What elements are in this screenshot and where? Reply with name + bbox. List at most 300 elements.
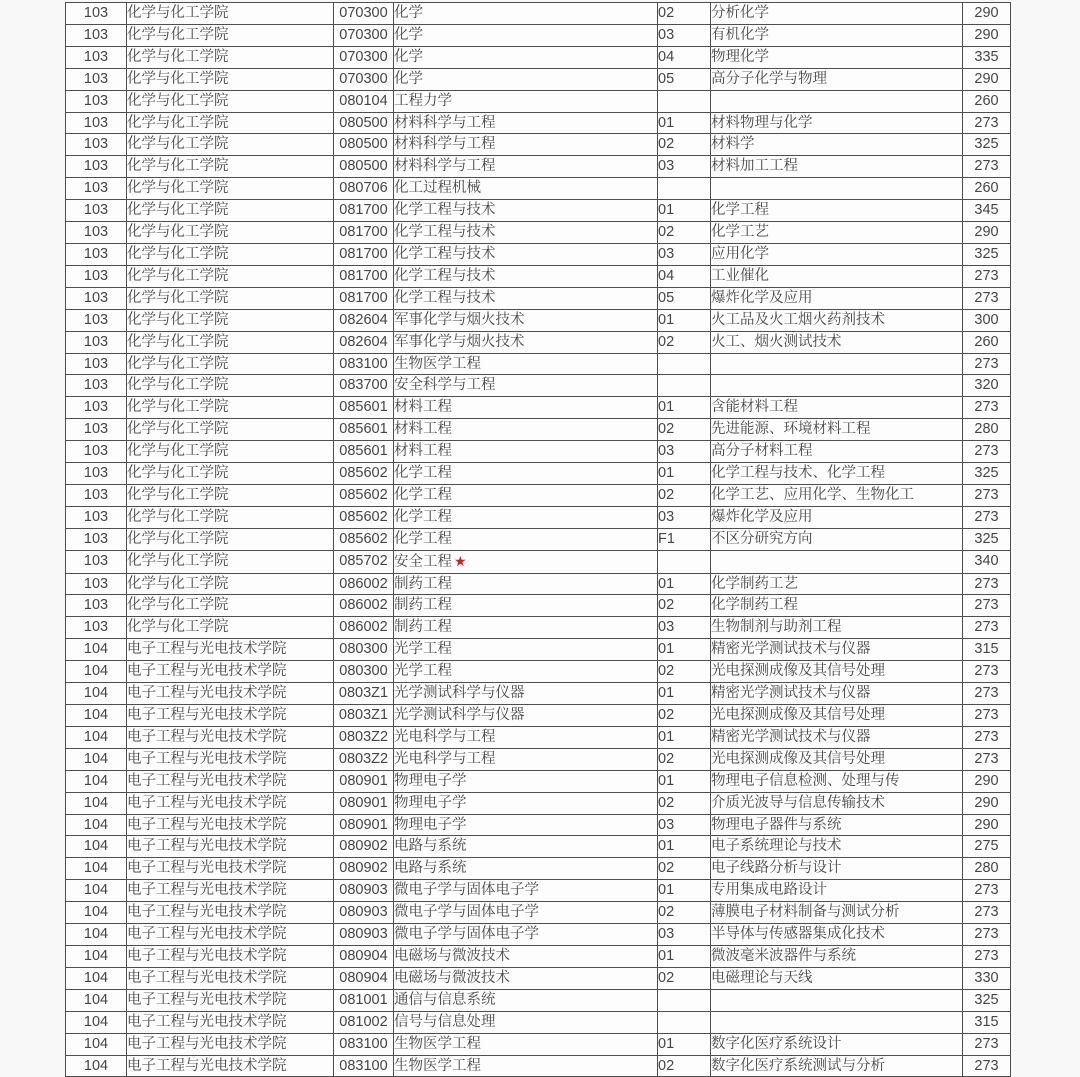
cell-college_code: 104: [66, 924, 127, 946]
cell-direction_name: 半导体与传感器集成化技术: [711, 924, 963, 946]
cell-direction_code: 02: [658, 661, 711, 683]
cell-college_code: 104: [66, 1033, 127, 1055]
cell-major_name: 光学测试科学与仪器: [394, 705, 658, 727]
cell-college_name: 电子工程与光电技术学院: [127, 683, 334, 705]
table-row: [66, 46, 1011, 68]
cell-major_name: 化学工程: [394, 506, 658, 528]
cell-direction_name: [711, 550, 963, 573]
cell-major_name: 化学: [394, 68, 658, 90]
cell-college_name: 电子工程与光电技术学院: [127, 880, 334, 902]
cell-college_name: 化学与化工学院: [127, 90, 334, 112]
cell-score: 273: [963, 902, 1011, 924]
cell-direction_name: 化学制药工程: [711, 595, 963, 617]
cell-college_name: 电子工程与光电技术学院: [127, 661, 334, 683]
cell-major_name: 光学测试科学与仪器: [394, 683, 658, 705]
table-row: [66, 243, 1011, 265]
cell-college_name: 电子工程与光电技术学院: [127, 726, 334, 748]
cell-direction_code: 04: [658, 46, 711, 68]
cell-direction_name: 微波毫米波器件与系统: [711, 945, 963, 967]
cell-college_name: 电子工程与光电技术学院: [127, 858, 334, 880]
cell-college_name: 化学与化工学院: [127, 528, 334, 550]
cell-major_name: 物理电子学: [394, 792, 658, 814]
cell-direction_name: 精密光学测试技术与仪器: [711, 683, 963, 705]
table-row: [66, 528, 1011, 550]
table-row: [66, 770, 1011, 792]
cell-major_code: 083100: [334, 1055, 394, 1077]
cell-major_code: 081002: [334, 1011, 394, 1033]
cell-college_code: 103: [66, 617, 127, 639]
cell-direction_code: 03: [658, 814, 711, 836]
cell-college_code: 103: [66, 287, 127, 309]
cell-score: 290: [963, 792, 1011, 814]
cell-college_code: 103: [66, 595, 127, 617]
cell-college_name: 电子工程与光电技术学院: [127, 639, 334, 661]
cell-college_code: 103: [66, 222, 127, 244]
cell-score: 273: [963, 112, 1011, 134]
cell-college_name: 电子工程与光电技术学院: [127, 924, 334, 946]
cell-direction_code: 03: [658, 924, 711, 946]
cell-major_name: 安全科学与工程: [394, 375, 658, 397]
cell-college_code: 103: [66, 46, 127, 68]
cell-major_name: 微电子学与固体电子学: [394, 924, 658, 946]
cell-direction_name: 化学工艺、应用化学、生物化工: [711, 484, 963, 506]
cell-direction_name: 应用化学: [711, 243, 963, 265]
cell-major_name: 材料工程: [394, 419, 658, 441]
cell-major_code: 080104: [334, 90, 394, 112]
cell-score: 273: [963, 617, 1011, 639]
cell-college_code: 104: [66, 683, 127, 705]
cell-major_name: 制药工程: [394, 573, 658, 595]
cell-major_name: 光学工程: [394, 661, 658, 683]
table-row: [66, 24, 1011, 46]
cell-major_name: 化学工程与技术: [394, 243, 658, 265]
cell-college_code: 103: [66, 68, 127, 90]
table-row: [66, 353, 1011, 375]
cell-direction_code: 02: [658, 748, 711, 770]
cell-direction_code: 04: [658, 265, 711, 287]
cell-college_name: 电子工程与光电技术学院: [127, 1055, 334, 1077]
cell-college_code: 104: [66, 814, 127, 836]
cell-direction_code: [658, 1011, 711, 1033]
table-row: [66, 309, 1011, 331]
cell-major_name: 光电科学与工程: [394, 726, 658, 748]
table-row: [66, 661, 1011, 683]
cell-major_name: 电磁场与微波技术: [394, 967, 658, 989]
cell-score: 325: [963, 463, 1011, 485]
cell-direction_code: 02: [658, 595, 711, 617]
cell-direction_name: [711, 375, 963, 397]
cell-college_code: 103: [66, 265, 127, 287]
cell-direction_name: 先进能源、环境材料工程: [711, 419, 963, 441]
cell-college_name: 化学与化工学院: [127, 595, 334, 617]
cell-college_code: 103: [66, 397, 127, 419]
cell-major_name: 军事化学与烟火技术: [394, 331, 658, 353]
cell-college_code: 103: [66, 243, 127, 265]
cell-college_name: 化学与化工学院: [127, 550, 334, 573]
table-row: [66, 484, 1011, 506]
cell-score: 273: [963, 683, 1011, 705]
cell-college_name: 化学与化工学院: [127, 617, 334, 639]
cell-score: 315: [963, 1011, 1011, 1033]
cell-direction_code: 02: [658, 419, 711, 441]
cell-direction_code: 01: [658, 770, 711, 792]
cell-score: 280: [963, 419, 1011, 441]
table-row: [66, 178, 1011, 200]
cell-score: 273: [963, 945, 1011, 967]
cell-major_code: 080901: [334, 792, 394, 814]
cell-score: 300: [963, 309, 1011, 331]
cell-direction_code: 01: [658, 683, 711, 705]
cell-college_name: 电子工程与光电技术学院: [127, 814, 334, 836]
table-row: [66, 222, 1011, 244]
table-row: [66, 836, 1011, 858]
table-row: [66, 573, 1011, 595]
cell-score: 273: [963, 595, 1011, 617]
cell-major_code: 080903: [334, 880, 394, 902]
cell-direction_code: 02: [658, 3, 711, 25]
cell-direction_code: 02: [658, 1055, 711, 1077]
cell-college_name: 化学与化工学院: [127, 46, 334, 68]
cell-college_name: 电子工程与光电技术学院: [127, 989, 334, 1011]
cell-college_name: 化学与化工学院: [127, 112, 334, 134]
cell-direction_name: 火工品及火工烟火药剂技术: [711, 309, 963, 331]
table-row: [66, 924, 1011, 946]
cell-major_code: 080901: [334, 770, 394, 792]
cell-major_code: 080300: [334, 639, 394, 661]
table-row: [66, 989, 1011, 1011]
cell-direction_code: [658, 178, 711, 200]
cell-college_code: 103: [66, 419, 127, 441]
table-row: [66, 880, 1011, 902]
cell-direction_code: 01: [658, 639, 711, 661]
cell-score: 273: [963, 506, 1011, 528]
cell-major_code: 080902: [334, 858, 394, 880]
cell-direction_name: 物理化学: [711, 46, 963, 68]
cell-score: 273: [963, 661, 1011, 683]
cell-college_code: 103: [66, 112, 127, 134]
cell-score: 275: [963, 836, 1011, 858]
table-row: [66, 792, 1011, 814]
cell-college_name: 化学与化工学院: [127, 331, 334, 353]
cell-direction_code: 01: [658, 200, 711, 222]
cell-major_code: 081700: [334, 222, 394, 244]
table-row: [66, 945, 1011, 967]
cell-score: 273: [963, 1055, 1011, 1077]
table-row: [66, 550, 1011, 573]
cell-college_code: 103: [66, 24, 127, 46]
cell-college_name: 化学与化工学院: [127, 375, 334, 397]
cell-direction_code: 01: [658, 945, 711, 967]
cell-direction_name: 光电探测成像及其信号处理: [711, 661, 963, 683]
table-row: [66, 331, 1011, 353]
cell-major_name: 化学工程与技术: [394, 200, 658, 222]
cell-direction_name: 电子线路分析与设计: [711, 858, 963, 880]
cell-major_code: 080904: [334, 967, 394, 989]
cell-major_name: 材料科学与工程: [394, 156, 658, 178]
cell-major_code: 080901: [334, 814, 394, 836]
table-row: [66, 595, 1011, 617]
cell-college_name: 化学与化工学院: [127, 397, 334, 419]
cell-college_name: 电子工程与光电技术学院: [127, 1011, 334, 1033]
cell-direction_code: F1: [658, 528, 711, 550]
cell-score: 260: [963, 331, 1011, 353]
cell-major_code: 081700: [334, 200, 394, 222]
cell-score: 335: [963, 46, 1011, 68]
cell-major_name: 化工过程机械: [394, 178, 658, 200]
cell-direction_name: 化学工程与技术、化学工程: [711, 463, 963, 485]
table-row: [66, 506, 1011, 528]
cell-direction_code: 02: [658, 705, 711, 727]
cell-score: 345: [963, 200, 1011, 222]
cell-college_name: 化学与化工学院: [127, 309, 334, 331]
table-row: [66, 397, 1011, 419]
cell-direction_code: 03: [658, 243, 711, 265]
cell-direction_code: 03: [658, 156, 711, 178]
admission-score-table: [65, 2, 1011, 1077]
cell-major_name: 光电科学与工程: [394, 748, 658, 770]
cell-direction_code: 02: [658, 484, 711, 506]
cell-direction_name: 精密光学测试技术与仪器: [711, 726, 963, 748]
cell-major_code: 080300: [334, 661, 394, 683]
cell-major_name: 微电子学与固体电子学: [394, 880, 658, 902]
cell-direction_code: 01: [658, 463, 711, 485]
table-row: [66, 814, 1011, 836]
cell-college_name: 化学与化工学院: [127, 484, 334, 506]
cell-direction_name: 材料物理与化学: [711, 112, 963, 134]
cell-college_name: 电子工程与光电技术学院: [127, 836, 334, 858]
cell-college_name: 化学与化工学院: [127, 265, 334, 287]
cell-direction_name: 数字化医疗系统测试与分析: [711, 1055, 963, 1077]
cell-direction_name: 光电探测成像及其信号处理: [711, 748, 963, 770]
cell-college_code: 104: [66, 639, 127, 661]
cell-college_code: 104: [66, 836, 127, 858]
cell-college_name: 化学与化工学院: [127, 353, 334, 375]
cell-college_code: 103: [66, 550, 127, 573]
cell-direction_name: 生物制剂与助剂工程: [711, 617, 963, 639]
table-row: [66, 134, 1011, 156]
cell-direction_name: 不区分研究方向: [711, 528, 963, 550]
cell-major_name: 物理电子学: [394, 814, 658, 836]
cell-college_name: 化学与化工学院: [127, 200, 334, 222]
cell-college_name: 化学与化工学院: [127, 419, 334, 441]
cell-score: 273: [963, 441, 1011, 463]
cell-major_name: 化学工程: [394, 484, 658, 506]
cell-direction_name: 高分子材料工程: [711, 441, 963, 463]
cell-score: 273: [963, 748, 1011, 770]
cell-college_name: 电子工程与光电技术学院: [127, 770, 334, 792]
cell-major_code: 080902: [334, 836, 394, 858]
cell-college_code: 103: [66, 463, 127, 485]
cell-direction_name: 专用集成电路设计: [711, 880, 963, 902]
cell-direction_code: 01: [658, 880, 711, 902]
cell-direction_code: 01: [658, 573, 711, 595]
cell-direction_code: 03: [658, 24, 711, 46]
cell-score: 273: [963, 705, 1011, 727]
table-row: [66, 265, 1011, 287]
cell-college_code: 104: [66, 989, 127, 1011]
cell-direction_name: 薄膜电子材料制备与测试分析: [711, 902, 963, 924]
cell-major_name: 化学工程与技术: [394, 265, 658, 287]
cell-major_name: 军事化学与烟火技术: [394, 309, 658, 331]
cell-college_code: 104: [66, 945, 127, 967]
cell-major_name: 化学: [394, 3, 658, 25]
cell-college_code: 104: [66, 880, 127, 902]
cell-direction_name: 材料加工工程: [711, 156, 963, 178]
cell-major_name: 化学工程与技术: [394, 222, 658, 244]
table-row: [66, 287, 1011, 309]
cell-score: 325: [963, 989, 1011, 1011]
cell-major_name: 制药工程: [394, 595, 658, 617]
cell-college_name: 化学与化工学院: [127, 287, 334, 309]
cell-direction_name: 光电探测成像及其信号处理: [711, 705, 963, 727]
cell-direction_name: 有机化学: [711, 24, 963, 46]
cell-score: 273: [963, 287, 1011, 309]
cell-score: 273: [963, 484, 1011, 506]
cell-score: 330: [963, 967, 1011, 989]
cell-major_code: 080500: [334, 134, 394, 156]
cell-direction_name: 高分子化学与物理: [711, 68, 963, 90]
cell-direction_code: 03: [658, 617, 711, 639]
cell-direction_code: 02: [658, 792, 711, 814]
table-row: [66, 463, 1011, 485]
cell-major_code: 085601: [334, 397, 394, 419]
cell-direction_code: 05: [658, 287, 711, 309]
table-row: [66, 68, 1011, 90]
cell-direction_code: [658, 375, 711, 397]
cell-college_code: 104: [66, 792, 127, 814]
cell-college_code: 103: [66, 441, 127, 463]
cell-direction_code: 01: [658, 112, 711, 134]
table-row: [66, 639, 1011, 661]
cell-college_code: 104: [66, 661, 127, 683]
cell-college_code: 103: [66, 528, 127, 550]
cell-major_code: 083100: [334, 353, 394, 375]
cell-college_code: 103: [66, 353, 127, 375]
cell-major_name: 化学: [394, 46, 658, 68]
table-row: [66, 441, 1011, 463]
cell-direction_name: 分析化学: [711, 3, 963, 25]
cell-direction_code: [658, 989, 711, 1011]
table-row: [66, 419, 1011, 441]
cell-major_name: 微电子学与固体电子学: [394, 902, 658, 924]
cell-direction_name: 精密光学测试技术与仪器: [711, 639, 963, 661]
cell-score: 273: [963, 924, 1011, 946]
cell-college_code: 103: [66, 506, 127, 528]
table-row: [66, 858, 1011, 880]
cell-direction_name: 电子系统理论与技术: [711, 836, 963, 858]
cell-college_code: 103: [66, 90, 127, 112]
table-row: [66, 1055, 1011, 1077]
cell-major_code: 085602: [334, 463, 394, 485]
cell-direction_name: 物理电子信息检测、处理与传: [711, 770, 963, 792]
cell-major_code: 070300: [334, 3, 394, 25]
cell-major_name: 安全工程 ★: [394, 550, 658, 573]
cell-college_name: 电子工程与光电技术学院: [127, 792, 334, 814]
cell-college_code: 103: [66, 573, 127, 595]
table-row: [66, 156, 1011, 178]
cell-major_code: 080903: [334, 924, 394, 946]
cell-direction_code: 01: [658, 397, 711, 419]
cell-major_code: 080706: [334, 178, 394, 200]
cell-college_code: 104: [66, 967, 127, 989]
cell-major_name: 化学: [394, 24, 658, 46]
cell-college_code: 103: [66, 134, 127, 156]
cell-direction_name: 爆炸化学及应用: [711, 506, 963, 528]
cell-major_code: 080500: [334, 156, 394, 178]
cell-score: 273: [963, 726, 1011, 748]
cell-major_code: 082604: [334, 309, 394, 331]
cell-major_code: 086002: [334, 595, 394, 617]
cell-score: 260: [963, 90, 1011, 112]
cell-college_code: 104: [66, 858, 127, 880]
table-row: [66, 967, 1011, 989]
cell-direction_name: 化学制药工艺: [711, 573, 963, 595]
table-row: [66, 200, 1011, 222]
table-row: [66, 726, 1011, 748]
cell-direction_code: 05: [658, 68, 711, 90]
cell-major_code: 082604: [334, 331, 394, 353]
cell-major_name: 电路与系统: [394, 836, 658, 858]
table-row: [66, 748, 1011, 770]
cell-major_code: 080904: [334, 945, 394, 967]
cell-major_name: 电路与系统: [394, 858, 658, 880]
cell-major_code: 081700: [334, 243, 394, 265]
cell-score: 273: [963, 1033, 1011, 1055]
cell-direction_code: 02: [658, 858, 711, 880]
cell-major_code: 081700: [334, 265, 394, 287]
cell-major_code: 085602: [334, 528, 394, 550]
cell-college_code: 103: [66, 309, 127, 331]
cell-direction_code: 02: [658, 902, 711, 924]
cell-college_name: 电子工程与光电技术学院: [127, 748, 334, 770]
cell-score: 290: [963, 3, 1011, 25]
cell-direction_name: 工业催化: [711, 265, 963, 287]
cell-score: 290: [963, 770, 1011, 792]
cell-major_code: 085602: [334, 506, 394, 528]
cell-score: 340: [963, 550, 1011, 573]
cell-college_code: 103: [66, 3, 127, 25]
cell-college_name: 化学与化工学院: [127, 156, 334, 178]
cell-direction_code: 02: [658, 331, 711, 353]
cell-score: 260: [963, 178, 1011, 200]
cell-score: 273: [963, 573, 1011, 595]
cell-college_code: 104: [66, 1011, 127, 1033]
cell-college_name: 电子工程与光电技术学院: [127, 1033, 334, 1055]
cell-major_name: 生物医学工程: [394, 1055, 658, 1077]
table-row: [66, 1011, 1011, 1033]
cell-score: 325: [963, 134, 1011, 156]
cell-college_name: 化学与化工学院: [127, 463, 334, 485]
cell-major_name: 通信与信息系统: [394, 989, 658, 1011]
cell-major_code: 0803Z2: [334, 726, 394, 748]
cell-major_name: 物理电子学: [394, 770, 658, 792]
cell-college_name: 化学与化工学院: [127, 178, 334, 200]
cell-college_code: 104: [66, 1055, 127, 1077]
cell-direction_code: [658, 90, 711, 112]
cell-direction_code: [658, 550, 711, 573]
cell-major_code: 086002: [334, 617, 394, 639]
cell-direction_code: 01: [658, 726, 711, 748]
cell-direction_name: [711, 353, 963, 375]
cell-direction_name: [711, 989, 963, 1011]
cell-college_code: 103: [66, 331, 127, 353]
cell-major_name: 化学工程与技术: [394, 287, 658, 309]
table-row: [66, 617, 1011, 639]
cell-major_code: 080903: [334, 902, 394, 924]
cell-score: 315: [963, 639, 1011, 661]
cell-major_code: 085601: [334, 441, 394, 463]
cell-major_name: 材料科学与工程: [394, 112, 658, 134]
